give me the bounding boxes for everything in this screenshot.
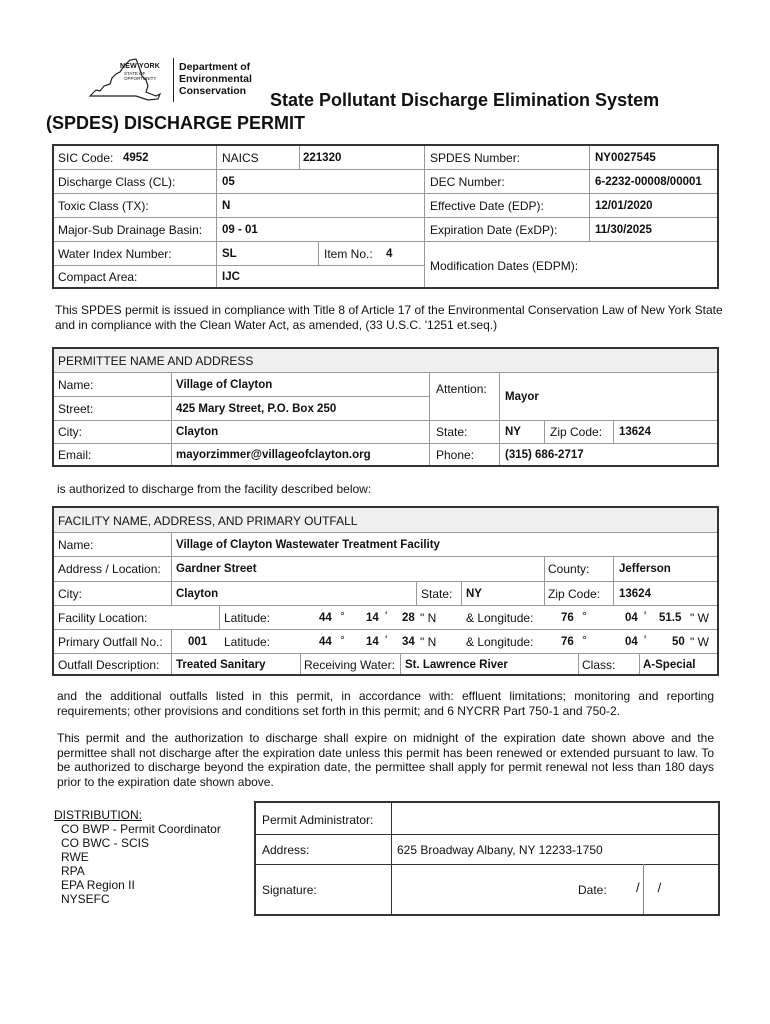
min-symbol: ': [644, 633, 647, 647]
list-item: RPA: [61, 864, 85, 878]
date-label: Date:: [578, 883, 607, 897]
permittee-name-value: Village of Clayton: [176, 379, 273, 391]
longitude-label: & Longitude:: [466, 611, 534, 625]
longitude-label: & Longitude:: [466, 635, 534, 649]
admin-label: Permit Administrator:: [262, 813, 374, 827]
facility-class-value: A-Special: [643, 659, 696, 671]
naics-value: 221320: [303, 152, 342, 164]
county-label: County:: [548, 562, 590, 576]
lat1-sec: 28: [402, 612, 415, 624]
phone-label: Phone:: [436, 448, 475, 462]
state-label: State:: [436, 425, 468, 439]
facility-location-label: Facility Location:: [58, 611, 148, 625]
sic-value: 4952: [123, 152, 149, 164]
spdes-value: NY0027545: [595, 152, 656, 164]
edp-label: Effective Date (EDP):: [430, 199, 544, 213]
sec-n-symbol: " N: [420, 635, 437, 649]
compact-value: IJC: [222, 271, 240, 283]
min-symbol: ': [385, 633, 388, 647]
city-value: Clayton: [176, 426, 219, 438]
edp-value: 12/01/2020: [595, 200, 653, 212]
lon2-min: 04: [625, 636, 638, 648]
permittee-table: [52, 347, 719, 467]
list-item: EPA Region II: [61, 878, 135, 892]
lon1-sec: 51.5: [659, 612, 682, 624]
logo-divider: [173, 58, 174, 102]
facility-zip-label: Zip Code:: [548, 587, 601, 601]
latitude-label: Latitude:: [224, 635, 271, 649]
lon2-deg: 76: [561, 636, 574, 648]
class-value: 05: [222, 176, 235, 188]
email-label: Email:: [58, 448, 92, 462]
distribution-list: [54, 808, 254, 906]
date-value: / /: [636, 880, 662, 895]
deg-symbol: °: [340, 609, 345, 623]
permit-info-table: [52, 144, 719, 289]
list-item: CO BWP - Permit Coordinator: [61, 822, 221, 836]
facility-city-value: Clayton: [176, 588, 219, 600]
facility-class-label: Class:: [582, 658, 616, 672]
zip-label: Zip Code:: [550, 425, 603, 439]
receiving-value: St. Lawrence River: [405, 659, 508, 671]
lat1-deg: 44: [319, 612, 332, 624]
admin-table: [254, 801, 720, 916]
lon1-min: 04: [625, 612, 638, 624]
authorized-text: is authorized to discharge from the facility described below:: [57, 482, 372, 496]
facility-city-label: City:: [58, 587, 82, 601]
permittee-header: PERMITTEE NAME AND ADDRESS: [58, 354, 254, 368]
deg-symbol: °: [340, 633, 345, 647]
dec-label: DEC Number:: [430, 175, 505, 189]
lat2-min: 14: [366, 636, 379, 648]
receiving-label: Receiving Water:: [304, 658, 395, 672]
mod-label: Modification Dates (EDPM):: [430, 259, 579, 273]
title-line-2: (SPDES) DISCHARGE PERMIT: [46, 113, 306, 133]
zip-value: 13624: [619, 426, 651, 438]
compliance-text: This SPDES permit is issued in compliance with Title 8 of Article 17 of the Environmental Conservation Law of New York State and in compliance with the Clean Water Act, as amended, (33 U.S.C. '1251 et.seq.): [55, 303, 723, 332]
sic-label: SIC Code:: [58, 151, 114, 165]
email-value: mayorzimmer@villageofclayton.org: [176, 449, 371, 461]
street-value: 425 Mary Street, P.O. Box 250: [176, 403, 337, 415]
item-value: 4: [386, 248, 393, 260]
water-value: SL: [222, 248, 237, 260]
toxic-label: Toxic Class (TX):: [58, 199, 149, 213]
water-label: Water Index Number:: [58, 247, 172, 261]
attention-value: Mayor: [505, 391, 539, 403]
sec-w-symbol: " W: [690, 611, 709, 625]
deg-symbol: °: [582, 633, 587, 647]
latitude-label: Latitude:: [224, 611, 271, 625]
lon1-deg: 76: [561, 612, 574, 624]
logo-ny-text: NEW YORK: [120, 63, 160, 70]
facility-address-label: Address / Location:: [58, 562, 161, 576]
list-item: RWE: [61, 850, 89, 864]
list-item: CO BWC - SCIS: [61, 836, 150, 850]
spdes-label: SPDES Number:: [430, 151, 521, 165]
facility-address-value: Gardner Street: [176, 563, 257, 575]
county-value: Jefferson: [619, 563, 671, 575]
sec-n-symbol: " N: [420, 611, 437, 625]
street-label: Street:: [58, 402, 94, 416]
facility-name-label: Name:: [58, 538, 94, 552]
outfall-label: Primary Outfall No.:: [58, 635, 163, 649]
permittee-name-label: Name:: [58, 378, 94, 392]
admin-address-value: 625 Broadway Albany, NY 12233-1750: [397, 843, 603, 857]
exdp-label: Expiration Date (ExDP):: [430, 223, 558, 237]
basin-value: 09 - 01: [222, 224, 258, 236]
compact-label: Compact Area:: [58, 270, 138, 284]
sec-w-symbol: " W: [690, 635, 709, 649]
state-value: NY: [505, 426, 521, 438]
city-label: City:: [58, 425, 82, 439]
logo-state-text: STATE OF OPPORTUNITY: [124, 71, 157, 81]
deg-symbol: °: [582, 609, 587, 623]
attention-label: Attention:: [436, 382, 487, 396]
facility-header: FACILITY NAME, ADDRESS, AND PRIMARY OUTFALL: [58, 514, 358, 528]
list-item: NYSEFC: [61, 892, 110, 906]
item-label: Item No.:: [324, 247, 373, 261]
admin-address-label: Address:: [262, 843, 310, 857]
min-symbol: ': [644, 609, 647, 623]
expiration-text: This permit and the authorization to discharge shall expire on midnight of the expiration date shown above and the permittee shall not discharge after the expiration date unless this permit has been renewed or extended pursuant to law. To be authorized to discharge beyond the expiration date, the permittee shall apply for permit renewal not less than 180 days prior to the expiration date shown above.: [57, 731, 714, 789]
toxic-value: N: [222, 200, 231, 212]
desc-label: Outfall Description:: [58, 658, 160, 672]
exdp-value: 11/30/2025: [595, 224, 652, 236]
naics-label: NAICS: [222, 151, 259, 165]
lat2-deg: 44: [319, 636, 332, 648]
distribution-title: DISTRIBUTION:: [54, 808, 143, 822]
title-line-1: State Pollutant Discharge Elimination System: [270, 90, 660, 110]
class-label: Discharge Class (CL):: [58, 175, 176, 189]
basin-label: Major-Sub Drainage Basin:: [58, 223, 203, 237]
min-symbol: ': [385, 609, 388, 623]
facility-zip-value: 13624: [619, 588, 651, 600]
dec-value: 6-2232-00008/00001: [595, 176, 702, 188]
lat1-min: 14: [366, 612, 379, 624]
additional-text: and the additional outfalls listed in this permit, in accordance with: effluent limitations; monitoring and reporting requirements; other provisions and conditions set forth in this permit; and 6 NYCRR Part 750-1 and 750-2.: [57, 689, 714, 718]
signature-label: Signature:: [262, 883, 317, 897]
facility-table: [52, 506, 719, 676]
facility-state-label: State:: [421, 587, 453, 601]
logo-dept-text: Department of Environmental Conservation: [179, 61, 252, 97]
lat2-sec: 34: [402, 636, 415, 648]
facility-state-value: NY: [466, 588, 482, 600]
facility-name-value: Village of Clayton Wastewater Treatment Facility: [176, 539, 440, 551]
lon2-sec: 50: [672, 636, 685, 648]
desc-value: Treated Sanitary: [176, 659, 266, 671]
outfall-value: 001: [188, 636, 208, 648]
phone-value: (315) 686-2717: [505, 449, 584, 461]
dec-logo: [86, 52, 266, 104]
